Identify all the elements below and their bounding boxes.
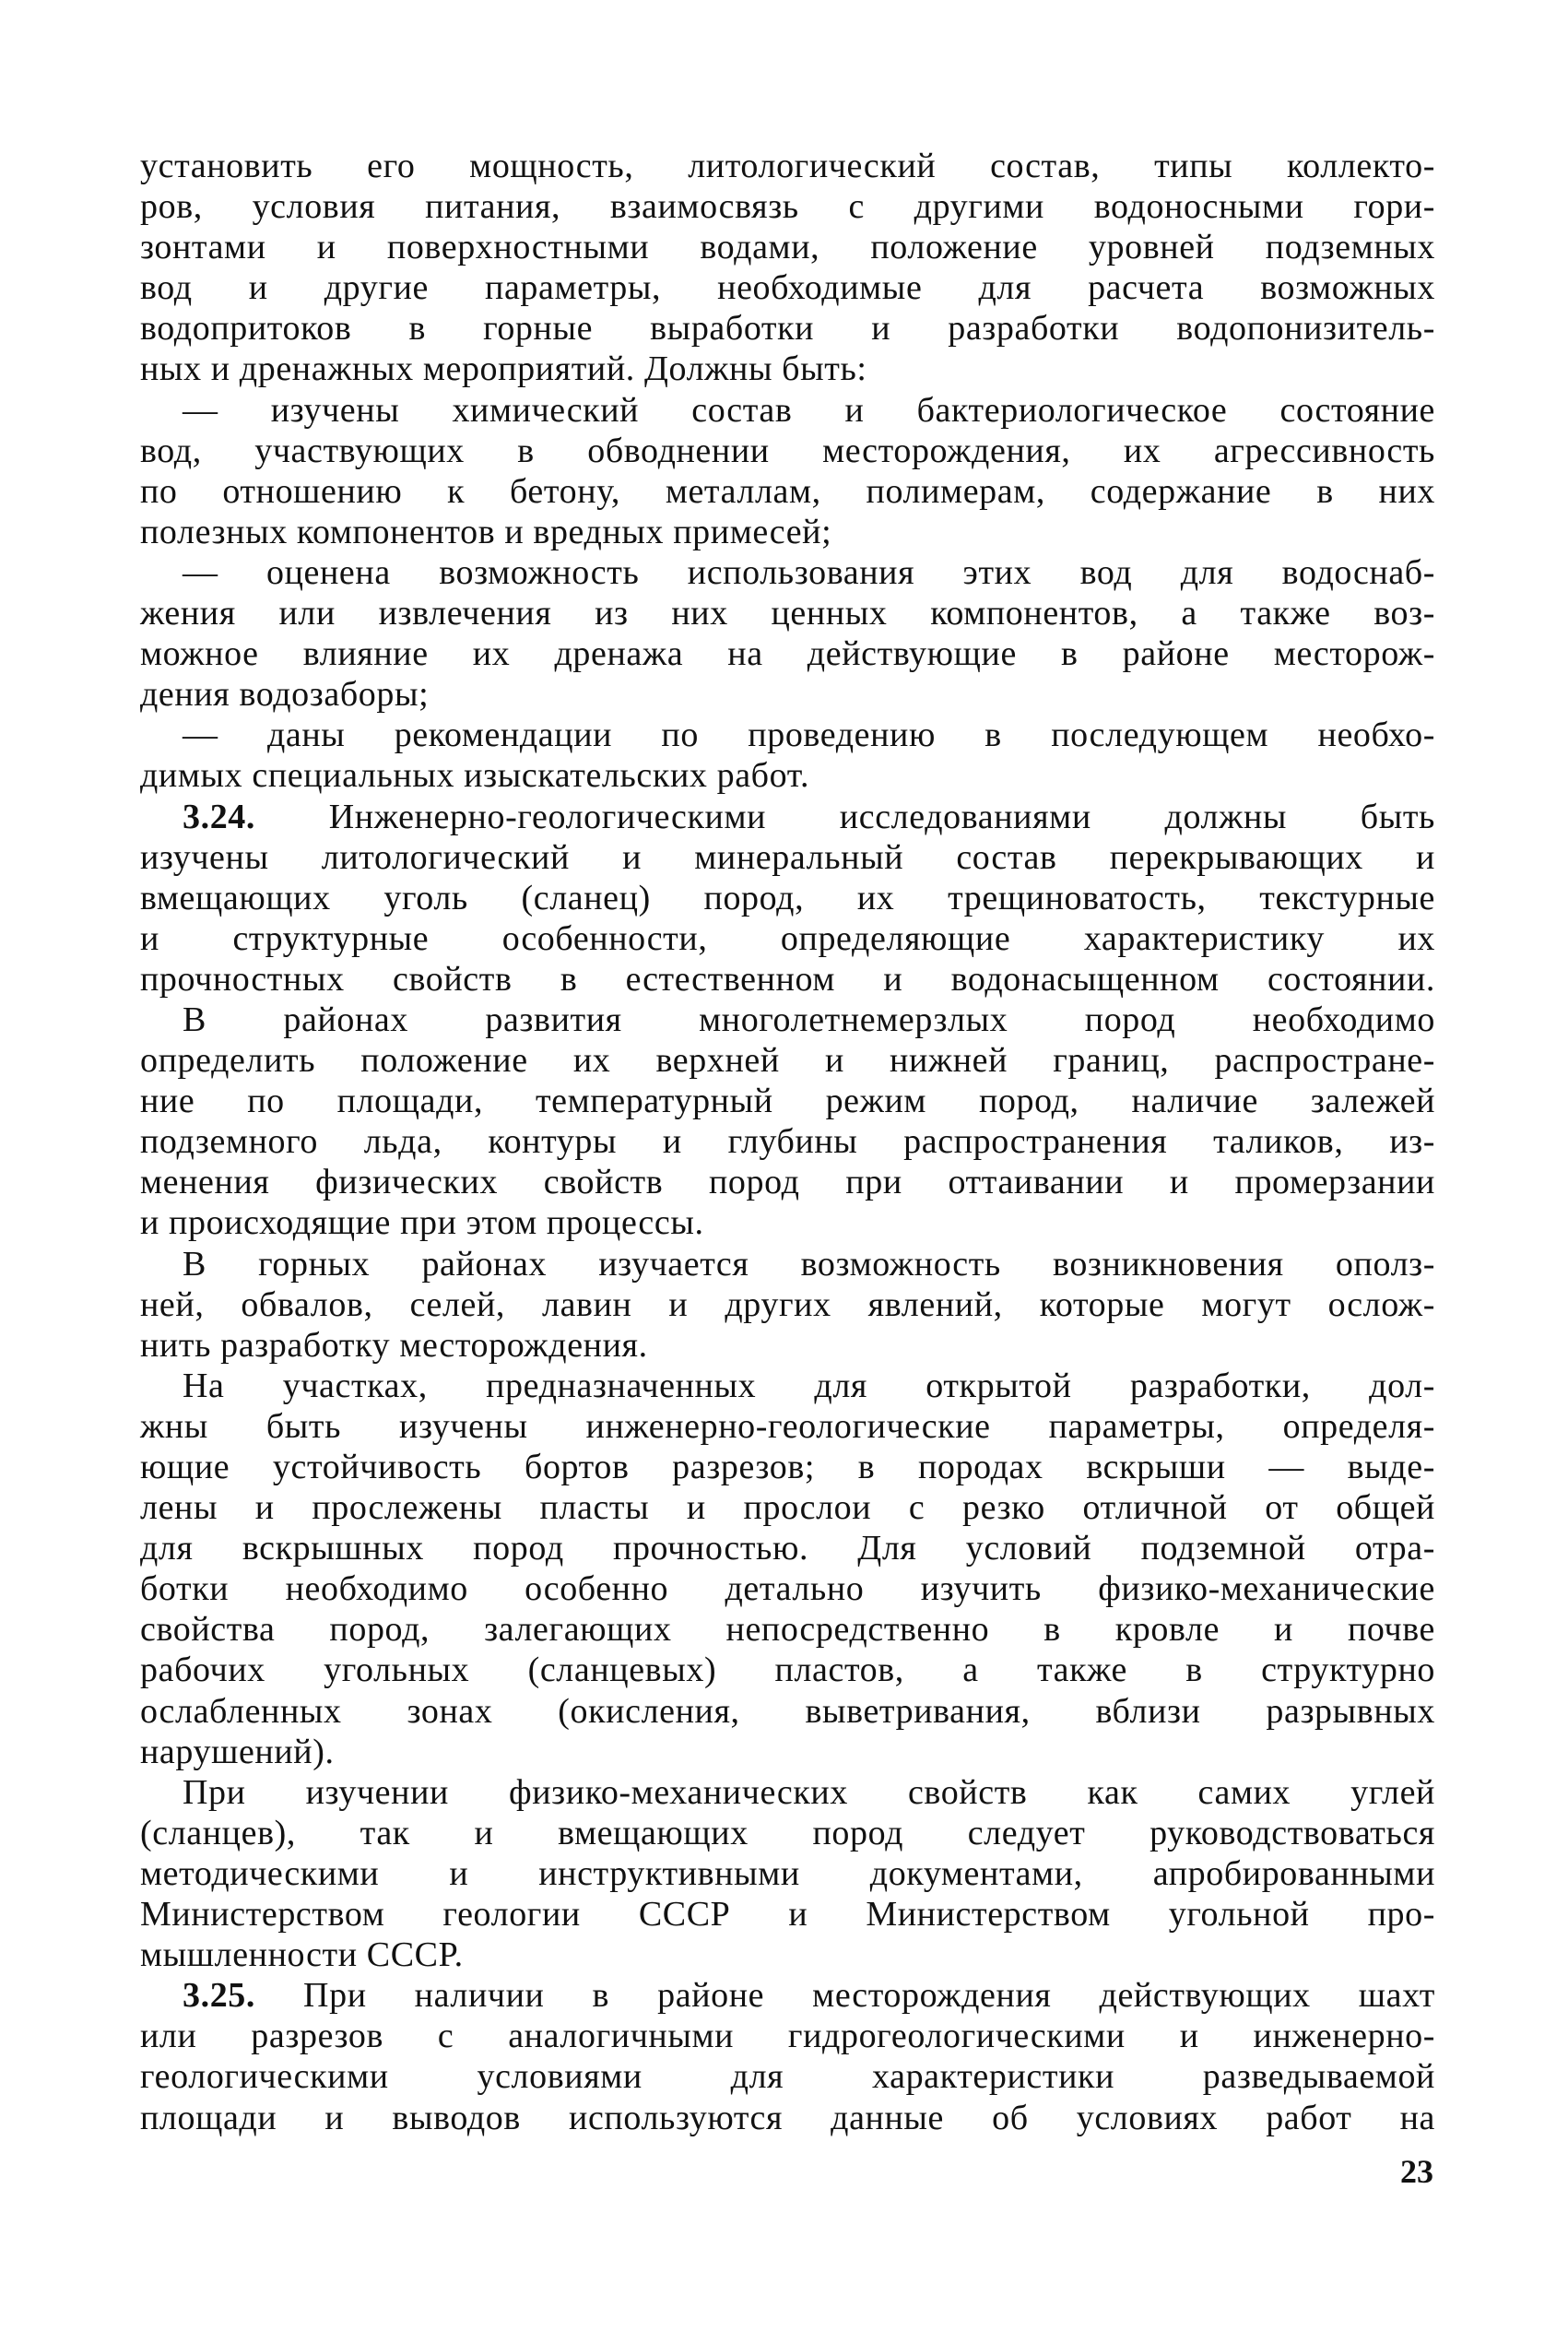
paragraph bbox=[140, 1975, 1435, 2137]
text-line: площади и выводов используются данные об условиях работ на bbox=[140, 2098, 1435, 2137]
text-line: и происходящие при этом процессы. bbox=[140, 1203, 704, 1243]
text-line: для вскрышных пород прочностью. Для условий подземной отра- bbox=[140, 1529, 1435, 1568]
text-line: можное влияние их дренажа на действующие в районе месторож- bbox=[140, 634, 1435, 674]
text-line: вод, участвующих в обводнении месторождения, их агрессивность bbox=[140, 431, 1435, 470]
text-line: мышленности СССР. bbox=[140, 1935, 464, 1975]
text-line: ботки необходимо особенно детально изучить физико-механические bbox=[140, 1569, 1435, 1609]
text-line: ослабленных зонах (окисления, выветривания, вблизи разрывных bbox=[140, 1691, 1435, 1731]
text-line: На участках, предназначенных для открытой разработки, дол- bbox=[183, 1366, 1435, 1405]
paragraph bbox=[140, 1366, 1435, 1772]
text-line bbox=[140, 1975, 1435, 2016]
text-line: лены и прослежены пласты и прослои с резко отличной от общей bbox=[140, 1488, 1435, 1528]
text-line: определить положение их верхней и нижней границ, распростране- bbox=[140, 1041, 1435, 1081]
text-line: прочностных свойств в естественном и водонасыщенном состоянии. bbox=[140, 959, 1435, 999]
text-line: При изучении физико-механических свойств как самих углей bbox=[183, 1772, 1435, 1812]
text-line: — изучены химический состав и бактериологическое состояние bbox=[183, 390, 1435, 430]
text-line: водопритоков в горные выработки и разработки водопонизитель- bbox=[140, 309, 1435, 349]
text-line: вод и другие параметры, необходимые для расчета возможных bbox=[140, 268, 1435, 308]
text-line: установить его мощность, литологический состав, типы коллекто- bbox=[140, 147, 1435, 185]
text-line: свойства пород, залегающих непосредственно в кровле и почве bbox=[140, 1610, 1435, 1650]
text-line: и структурные особенности, определяющие характеристику их bbox=[140, 918, 1435, 958]
paragraph bbox=[140, 1000, 1435, 1244]
text-line: методическими и инструктивными документами, апробированными bbox=[140, 1853, 1435, 1893]
text-line: нарушений). bbox=[140, 1732, 335, 1771]
paragraph bbox=[140, 146, 1435, 390]
section-number: 3.24. bbox=[183, 797, 255, 836]
section-number: 3.25. bbox=[183, 1976, 255, 2016]
text-line: В горных районах изучается возможность возникновения ополз- bbox=[183, 1244, 1435, 1284]
text-line: (сланцев), так и вмещающих пород следует руководствоваться bbox=[140, 1813, 1435, 1852]
paragraph bbox=[140, 797, 1435, 1000]
text-line: ней, обвалов, селей, лавин и других явлений, которые могут ослож- bbox=[140, 1284, 1435, 1324]
text-line: Министерством геологии СССР и Министерством угольной про- bbox=[140, 1895, 1435, 1935]
paragraph bbox=[140, 1772, 1435, 1975]
text-line: рабочих угольных (сланцевых) пластов, а также в структурно bbox=[140, 1651, 1435, 1690]
line-text: При наличии в районе месторождения действующих шахт bbox=[303, 1976, 1435, 2016]
text-line: или разрезов с аналогичными гидрогеологическими и инженерно- bbox=[140, 2017, 1435, 2056]
text-line: геологическими условиями для характеристики разведываемой bbox=[140, 2057, 1435, 2097]
paragraph bbox=[140, 715, 1435, 796]
paragraph bbox=[140, 552, 1435, 715]
paragraph bbox=[140, 1244, 1435, 1366]
text-line: зонтами и поверхностными водами, положение уровней подземных bbox=[140, 228, 1435, 267]
text-line: ров, условия питания, взаимосвязь с другими водоносными гори- bbox=[140, 187, 1435, 227]
text-line: димых специальных изыскательских работ. bbox=[140, 756, 810, 796]
text-line: — даны рекомендации по проведению в последующем необхо- bbox=[183, 716, 1435, 755]
text-line: изучены литологический и минеральный состав перекрывающих и bbox=[140, 837, 1435, 877]
text-line: В районах развития многолетнемерзлых пород необходимо bbox=[183, 1000, 1435, 1039]
text-line: ние по площади, температурный режим пород, наличие залежей bbox=[140, 1082, 1435, 1121]
text-line: ных и дренажных мероприятий. Должны быть: bbox=[140, 349, 867, 389]
text-line: по отношению к бетону, металлам, полимерам, содержание в них bbox=[140, 471, 1435, 511]
line-text: Инженерно-геологическими исследованиями должны быть bbox=[328, 797, 1435, 836]
text-line: жения или извлечения из них ценных компонентов, а также воз- bbox=[140, 594, 1435, 633]
page-body-text bbox=[140, 146, 1435, 2138]
paragraph bbox=[140, 390, 1435, 552]
text-line: дения водозаборы; bbox=[140, 675, 430, 715]
text-line bbox=[140, 797, 1435, 837]
text-line: ющие устойчивость бортов разрезов; в породах вскрыши — выде- bbox=[140, 1448, 1435, 1486]
text-line: подземного льда, контуры и глубины распространения таликов, из- bbox=[140, 1122, 1435, 1162]
text-line: — оценена возможность использования этих вод для водоснаб- bbox=[183, 552, 1435, 592]
text-line: полезных компонентов и вредных примесей; bbox=[140, 512, 832, 551]
text-line: вмещающих уголь (сланец) пород, их трещиноватость, текстурные bbox=[140, 878, 1435, 917]
text-line: нить разработку месторождения. bbox=[140, 1325, 648, 1365]
page-number: 23 bbox=[1400, 2153, 1433, 2190]
text-line: жны быть изучены инженерно-геологические параметры, определя- bbox=[140, 1406, 1435, 1446]
text-line: менения физических свойств пород при оттаивании и промерзании bbox=[140, 1163, 1435, 1202]
